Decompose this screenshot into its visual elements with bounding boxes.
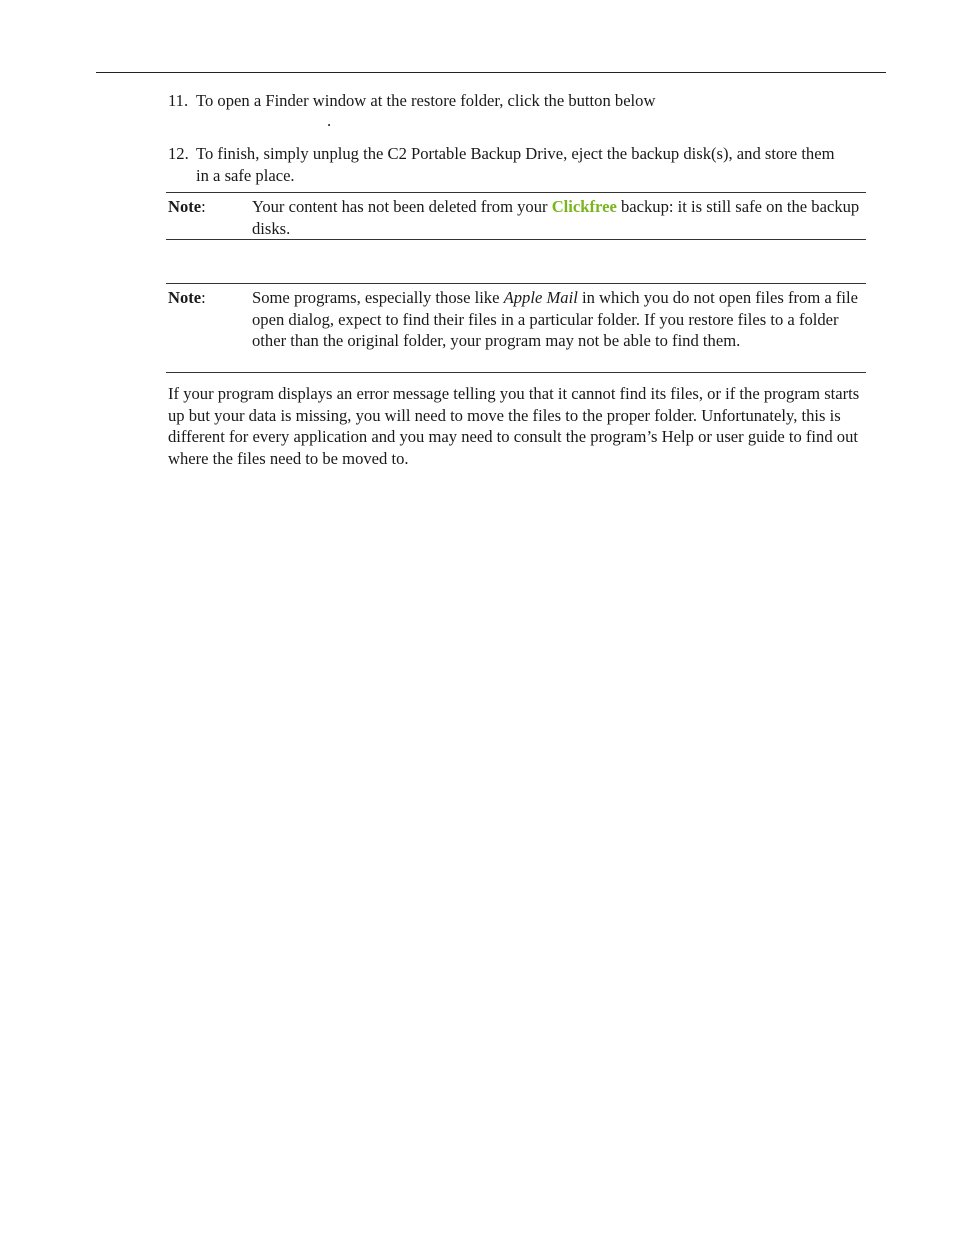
note-label: Note: (168, 197, 206, 216)
error-message-paragraph: If your program displays an error message telling you that it cannot find its files, or if the program starts up but your data is missing, you will need to move the files to the proper folder. Unfortunately, this is different for every application and you may need to consult the program’s Help or user guide to find out where the files need to be moved to. (168, 384, 860, 468)
note-text: Your content has not been deleted from your Clickfree backup: it is still safe on the backup disks. (252, 197, 860, 238)
note-content-safe (166, 192, 866, 240)
note-label: Note: (168, 288, 206, 307)
note-text: Some programs, especially those like Apple Mail in which you do not open files from a file open dialog, expect to find their files in a particular folder. If you restore files to a folder other than the original folder, your program may not be able to find them. (252, 288, 859, 350)
step-trailing-period: . (327, 111, 332, 130)
step-12 (168, 143, 848, 186)
step-11 (168, 90, 848, 130)
apple-mail-name: Apple Mail (503, 288, 578, 307)
clickfree-brand: Clickfree (551, 197, 617, 216)
step-number: 11. (168, 91, 189, 110)
step-text: To finish, simply unplug the C2 Portable Backup Drive, eject the backup disk(s), and store them in a safe place. (196, 144, 835, 185)
note-program-folders (166, 283, 866, 373)
step-text: To open a Finder window at the restore folder, click the button below (196, 91, 656, 110)
header-rule (96, 72, 886, 73)
step-number: 12. (168, 144, 189, 163)
